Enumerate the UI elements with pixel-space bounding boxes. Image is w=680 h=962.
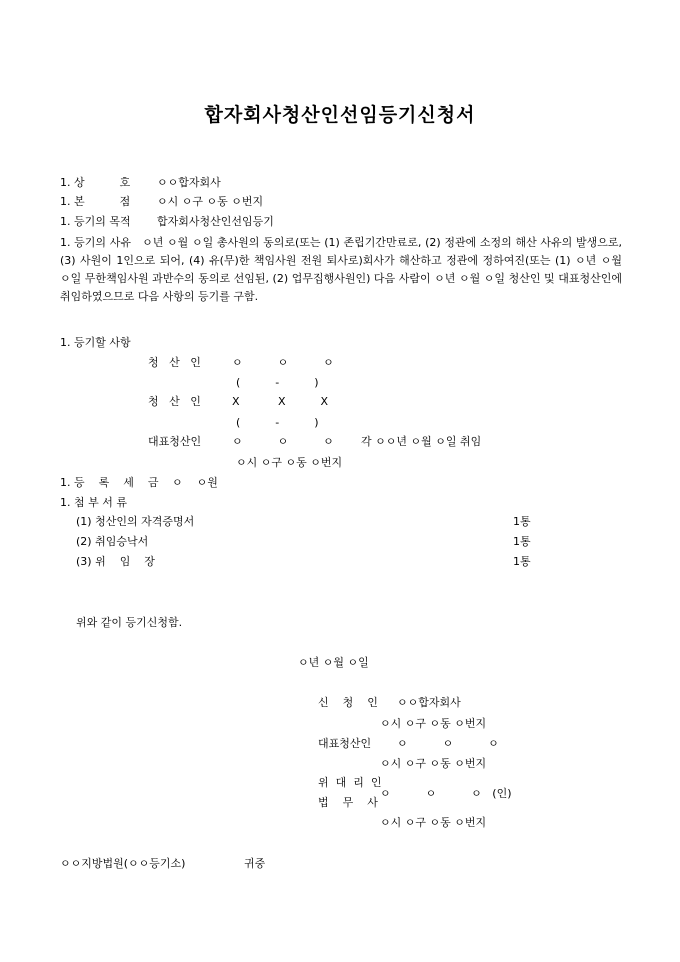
attachment-name: (3) 위 임 장 — [76, 555, 155, 568]
liquidator1-name: ㅇ ㅇ ㅇ — [232, 356, 334, 369]
head-office-value: ㅇ시 ㅇ구 ㅇ동 ㅇ번지 — [157, 195, 264, 208]
agent-label-2: 법 무 사 — [318, 796, 378, 809]
filing-date: ㅇ년 ㅇ월 ㅇ일 — [298, 656, 369, 669]
attachment-name: (2) 취임승낙서 — [76, 535, 149, 548]
attachment-count: 1통 — [513, 515, 531, 528]
applicant-address: ㅇ시 ㅇ구 ㅇ동 ㅇ번지 — [380, 717, 487, 730]
trade-name-value: ㅇㅇ합자회사 — [157, 176, 221, 189]
liquidator2-label: 청 산 인 — [148, 395, 201, 408]
purpose-label: 1. 등기의 목적 — [60, 215, 131, 228]
reason-paragraph — [60, 234, 622, 306]
liquidator2-id: ( - ) — [236, 416, 319, 429]
agent-label: 위 대 리 인 — [318, 776, 382, 789]
attachment-name: (1) 청산인의 자격증명서 — [76, 515, 195, 528]
rep-liquidator-appoint: 각 ㅇㅇ년 ㅇ월 ㅇ일 취임 — [361, 435, 482, 448]
applicant-rep-label: 대표청산인 — [318, 737, 372, 750]
reason-text: ㅇ년 ㅇ월 ㅇ일 총사원의 동의로(또는 (1) 존립기간만료로, (2) 정관에 소정의 해산 사유의 발생으로, (3) 사원이 1인으로 되어, (4) 유(무)한 책임사원 전원 퇴사로)회사가 해산하고 정관에 정하여진(또는 (1) ㅇ년 ㅇ월 ㅇ일 무한책임사원 과반수의 동의로 선임된, (2) 업무집행사원인) 다음 사람이 ㅇ년 ㅇ월 ㅇ일 청산인 및 대표청산인에 취임하였으므로 다음 사항의 등기를 구함. — [60, 236, 622, 303]
head-office-label: 1. 본 점 — [60, 195, 131, 208]
agent-name: ㅇ ㅇ ㅇ (인) — [380, 787, 512, 800]
closing-statement: 위와 같이 등기신청함. — [76, 616, 183, 629]
applicant-label: 신 청 인 — [318, 696, 378, 709]
court-suffix: 귀중 — [244, 857, 266, 870]
page-title: 합자회사청산인선임등기신청서 — [204, 104, 476, 126]
applicant-value: ㅇㅇ합자회사 — [397, 696, 461, 709]
rep-liquidator-name: ㅇ ㅇ ㅇ — [232, 435, 334, 448]
agent-address: ㅇ시 ㅇ구 ㅇ동 ㅇ번지 — [380, 816, 487, 829]
attachment-count: 1통 — [513, 555, 531, 568]
tax-label: 1. 등 록 세 금 — [60, 476, 159, 489]
tax-value: ㅇ ㅇ원 — [172, 476, 218, 489]
applicant-rep-name: ㅇ ㅇ ㅇ — [397, 737, 499, 750]
trade-name-label: 1. 상 호 — [60, 176, 131, 189]
reason-label: 1. 등기의 사유 — [60, 236, 132, 249]
applicant-rep-address: ㅇ시 ㅇ구 ㅇ동 ㅇ번지 — [380, 757, 487, 770]
purpose-value: 합자회사청산인선임등기 — [157, 215, 274, 228]
liquidator1-id: ( - ) — [236, 376, 319, 389]
liquidator2-name: X X X — [232, 395, 329, 408]
rep-liquidator-label: 대표청산인 — [148, 435, 202, 448]
rep-liquidator-address: ㅇ시 ㅇ구 ㅇ동 ㅇ번지 — [236, 456, 343, 469]
liquidator1-label: 청 산 인 — [148, 356, 201, 369]
attachment-count: 1통 — [513, 535, 531, 548]
court-name: ㅇㅇ지방법원(ㅇㅇ등기소) — [60, 857, 186, 870]
attachments-label: 1. 첨 부 서 류 — [60, 496, 127, 509]
matters-label: 1. 등기할 사항 — [60, 336, 131, 349]
